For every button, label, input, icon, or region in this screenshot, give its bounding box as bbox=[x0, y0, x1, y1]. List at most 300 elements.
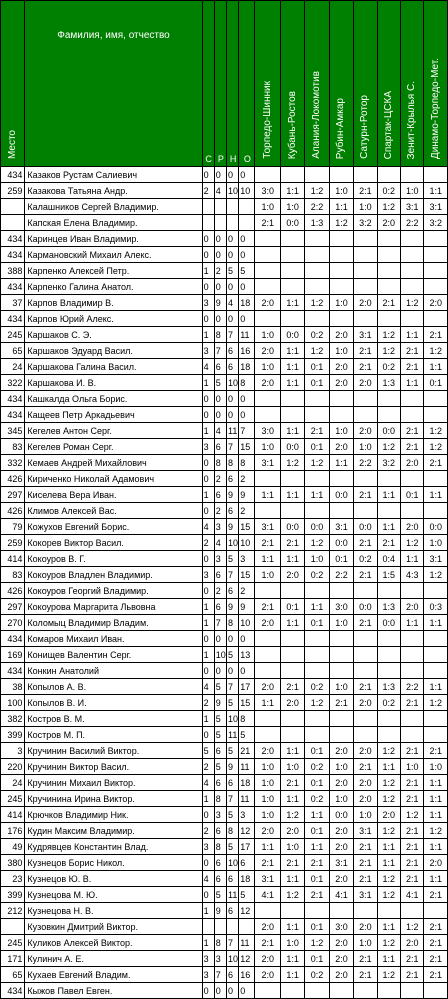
result-cell: 1:0 bbox=[354, 807, 377, 823]
header-stat: Р bbox=[214, 1, 226, 167]
stat-cell: 0 bbox=[239, 231, 255, 247]
table-row bbox=[1, 551, 448, 567]
result-cell: 4:3 bbox=[401, 567, 424, 583]
result-cell: 1:1 bbox=[377, 951, 400, 967]
result-cell bbox=[377, 167, 400, 183]
result-cell bbox=[329, 407, 353, 423]
stat-cell: 8 bbox=[226, 455, 238, 471]
result-cell bbox=[377, 231, 400, 247]
result-cell: 1:1 bbox=[280, 791, 304, 807]
result-cell: 2:1 bbox=[401, 743, 424, 759]
result-cell: 1:1 bbox=[401, 375, 424, 391]
stat-cell: 18 bbox=[239, 295, 255, 311]
result-cell: 2:1 bbox=[424, 455, 448, 471]
stat-cell: 4 bbox=[202, 519, 214, 535]
stat-cell: 5 bbox=[214, 759, 226, 775]
result-cell: 2:1 bbox=[354, 855, 377, 871]
result-cell bbox=[305, 167, 329, 183]
result-cell: 1:1 bbox=[401, 551, 424, 567]
name-cell: Каринцев Иван Владимир. bbox=[25, 231, 202, 247]
stat-cell: 1 bbox=[202, 375, 214, 391]
stat-cell: 6 bbox=[214, 743, 226, 759]
result-cell bbox=[255, 279, 280, 295]
result-cell: 2:1 bbox=[354, 679, 377, 695]
result-cell: 2:0 bbox=[329, 359, 353, 375]
result-cell: 2:1 bbox=[255, 535, 280, 551]
result-cell: 1:0 bbox=[354, 439, 377, 455]
header-match: Динамо-Торпедо-Мет. bbox=[424, 1, 448, 167]
result-cell bbox=[280, 663, 304, 679]
result-cell: 2:1 bbox=[354, 967, 377, 983]
header-stat: С bbox=[202, 1, 214, 167]
result-cell bbox=[255, 727, 280, 743]
result-cell: 2:0 bbox=[354, 919, 377, 935]
place-cell: 65 bbox=[1, 343, 25, 359]
result-cell: 1:1 bbox=[255, 695, 280, 711]
result-cell: 1:1 bbox=[424, 871, 448, 887]
stat-cell: 0 bbox=[239, 663, 255, 679]
result-cell bbox=[305, 503, 329, 519]
result-cell bbox=[329, 647, 353, 663]
result-cell bbox=[401, 167, 424, 183]
result-cell: 1:0 bbox=[255, 759, 280, 775]
table-row bbox=[1, 503, 448, 519]
stat-cell: 3 bbox=[202, 439, 214, 455]
stat-cell: 0 bbox=[239, 167, 255, 183]
table-row bbox=[1, 663, 448, 679]
table-row bbox=[1, 727, 448, 743]
name-cell: Кокоуров В. Г. bbox=[25, 551, 202, 567]
table-row bbox=[1, 343, 448, 359]
result-cell bbox=[280, 391, 304, 407]
result-cell bbox=[329, 231, 353, 247]
table-row bbox=[1, 167, 448, 183]
result-cell bbox=[280, 631, 304, 647]
table-row bbox=[1, 823, 448, 839]
result-cell: 0:2 bbox=[305, 791, 329, 807]
result-cell: 1:0 bbox=[329, 295, 353, 311]
result-cell bbox=[305, 663, 329, 679]
result-cell bbox=[424, 727, 448, 743]
place-cell: 434 bbox=[1, 407, 25, 423]
stat-cell: 5 bbox=[226, 807, 238, 823]
result-cell: 1:2 bbox=[280, 807, 304, 823]
result-cell bbox=[329, 503, 353, 519]
result-cell bbox=[401, 231, 424, 247]
stat-cell: 5 bbox=[214, 727, 226, 743]
result-cell: 1:0 bbox=[354, 199, 377, 215]
name-cell: Кокоуров Владлен Владимир. bbox=[25, 567, 202, 583]
result-cell bbox=[329, 311, 353, 327]
result-cell bbox=[255, 311, 280, 327]
result-cell: 1:0 bbox=[280, 759, 304, 775]
result-cell: 1:2 bbox=[329, 215, 353, 231]
stat-cell: 6 bbox=[226, 343, 238, 359]
result-cell: 1:1 bbox=[424, 487, 448, 503]
place-cell: 259 bbox=[1, 183, 25, 199]
stat-cell: 0 bbox=[226, 983, 238, 999]
table-row bbox=[1, 599, 448, 615]
result-cell: 1:1 bbox=[424, 807, 448, 823]
result-cell: 0:2 bbox=[377, 695, 400, 711]
name-cell: Кузнецова М. Ю. bbox=[25, 887, 202, 903]
stat-cell: 0 bbox=[239, 247, 255, 263]
stat-cell: 12 bbox=[239, 951, 255, 967]
result-cell: 0:2 bbox=[377, 359, 400, 375]
result-cell: 4:1 bbox=[401, 887, 424, 903]
place-cell: 169 bbox=[1, 647, 25, 663]
result-cell: 1:0 bbox=[255, 791, 280, 807]
result-cell: 1:0 bbox=[255, 199, 280, 215]
stat-cell: 10 bbox=[226, 711, 238, 727]
stat-cell: 0 bbox=[202, 727, 214, 743]
stat-cell: 2 bbox=[202, 695, 214, 711]
result-cell: 3:0 bbox=[329, 919, 353, 935]
result-cell: 1:1 bbox=[255, 839, 280, 855]
table-row bbox=[1, 647, 448, 663]
name-cell: Климов Алексей Вас. bbox=[25, 503, 202, 519]
result-cell: 0:0 bbox=[280, 327, 304, 343]
stat-cell: 0 bbox=[239, 279, 255, 295]
result-cell bbox=[354, 903, 377, 919]
result-cell bbox=[329, 631, 353, 647]
stat-cell: 4 bbox=[202, 775, 214, 791]
stat-cell: 1 bbox=[202, 935, 214, 951]
table-row bbox=[1, 983, 448, 999]
stat-cell: 6 bbox=[226, 903, 238, 919]
result-cell: 1:1 bbox=[377, 519, 400, 535]
result-cell bbox=[280, 983, 304, 999]
place-cell: 345 bbox=[1, 423, 25, 439]
result-cell: 1:2 bbox=[401, 807, 424, 823]
header-match: Алания-Локомотив bbox=[305, 1, 329, 167]
result-cell: 2:1 bbox=[401, 951, 424, 967]
result-cell: 1:2 bbox=[424, 343, 448, 359]
stat-cell: 8 bbox=[226, 823, 238, 839]
result-cell: 1:0 bbox=[329, 759, 353, 775]
result-cell bbox=[255, 631, 280, 647]
result-cell: 1:0 bbox=[329, 423, 353, 439]
result-cell: 1:1 bbox=[255, 551, 280, 567]
place-cell: 434 bbox=[1, 167, 25, 183]
place-cell: 245 bbox=[1, 935, 25, 951]
result-cell bbox=[305, 247, 329, 263]
stat-cell: 2 bbox=[239, 583, 255, 599]
name-cell: Каршаков Эдуард Васил. bbox=[25, 343, 202, 359]
result-cell: 0:1 bbox=[305, 615, 329, 631]
stat-cell: 8 bbox=[214, 935, 226, 951]
result-cell: 2:0 bbox=[255, 343, 280, 359]
table-row bbox=[1, 791, 448, 807]
stat-cell: 6 bbox=[214, 599, 226, 615]
result-cell bbox=[255, 247, 280, 263]
stat-cell: 0 bbox=[239, 311, 255, 327]
stat-cell: 0 bbox=[239, 631, 255, 647]
stat-cell: 18 bbox=[239, 359, 255, 375]
stat-cell: 0 bbox=[202, 887, 214, 903]
table-row bbox=[1, 487, 448, 503]
stat-cell: 11 bbox=[239, 935, 255, 951]
stat-cell: 5 bbox=[226, 647, 238, 663]
result-cell: 1:1 bbox=[424, 183, 448, 199]
result-cell: 2:0 bbox=[255, 951, 280, 967]
result-cell: 1:2 bbox=[305, 183, 329, 199]
result-cell bbox=[354, 407, 377, 423]
stat-cell: 6 bbox=[214, 855, 226, 871]
result-cell: 2:1 bbox=[255, 855, 280, 871]
stat-cell: 16 bbox=[239, 967, 255, 983]
result-cell: 2:0 bbox=[377, 807, 400, 823]
name-cell: Карпов Владимир В. bbox=[25, 295, 202, 311]
result-cell: 2:1 bbox=[329, 695, 353, 711]
result-cell bbox=[401, 391, 424, 407]
stat-cell: 11 bbox=[226, 887, 238, 903]
place-cell: 388 bbox=[1, 263, 25, 279]
result-cell bbox=[329, 391, 353, 407]
result-cell: 1:2 bbox=[305, 343, 329, 359]
result-cell bbox=[280, 167, 304, 183]
result-cell: 1:2 bbox=[424, 567, 448, 583]
name-cell: Кузовкин Дмитрий Виктор. bbox=[25, 919, 202, 935]
stat-cell bbox=[226, 215, 238, 231]
result-cell: 2:0 bbox=[424, 855, 448, 871]
result-cell bbox=[377, 727, 400, 743]
result-cell bbox=[280, 903, 304, 919]
result-cell: 1:1 bbox=[280, 967, 304, 983]
stat-cell: 3 bbox=[239, 551, 255, 567]
result-cell bbox=[377, 263, 400, 279]
table-row bbox=[1, 567, 448, 583]
place-cell: 322 bbox=[1, 375, 25, 391]
result-cell: 2:2 bbox=[305, 199, 329, 215]
result-cell: 0:1 bbox=[401, 487, 424, 503]
stat-cell bbox=[202, 199, 214, 215]
result-cell: 4:1 bbox=[329, 887, 353, 903]
name-cell: Каршаков С. Э. bbox=[25, 327, 202, 343]
table-row bbox=[1, 935, 448, 951]
stat-cell: 4 bbox=[214, 183, 226, 199]
result-cell: 1:2 bbox=[377, 887, 400, 903]
result-cell bbox=[255, 263, 280, 279]
stat-cell: 0 bbox=[202, 855, 214, 871]
result-cell: 1:0 bbox=[401, 183, 424, 199]
table-row bbox=[1, 327, 448, 343]
name-cell: Кузнецов Борис Никол. bbox=[25, 855, 202, 871]
result-cell: 1:2 bbox=[424, 823, 448, 839]
result-cell: 1:1 bbox=[280, 871, 304, 887]
stat-cell bbox=[239, 199, 255, 215]
stat-cell: 0 bbox=[202, 663, 214, 679]
stat-cell: 0 bbox=[202, 631, 214, 647]
stat-cell: 2 bbox=[214, 583, 226, 599]
stat-cell: 11 bbox=[226, 423, 238, 439]
table-row bbox=[1, 535, 448, 551]
name-cell: Конищев Валентин Серг. bbox=[25, 647, 202, 663]
stat-cell: 15 bbox=[239, 695, 255, 711]
result-cell: 2:0 bbox=[329, 967, 353, 983]
stat-cell: 4 bbox=[214, 423, 226, 439]
result-cell: 2:1 bbox=[401, 423, 424, 439]
stat-cell: 0 bbox=[226, 391, 238, 407]
result-cell: 2:0 bbox=[354, 695, 377, 711]
result-cell bbox=[401, 471, 424, 487]
result-cell: 1:0 bbox=[329, 791, 353, 807]
result-cell bbox=[354, 279, 377, 295]
table-row bbox=[1, 807, 448, 823]
stat-cell: 0 bbox=[202, 583, 214, 599]
result-cell bbox=[255, 471, 280, 487]
result-cell bbox=[424, 247, 448, 263]
table-row bbox=[1, 839, 448, 855]
result-cell bbox=[401, 647, 424, 663]
result-cell: 1:1 bbox=[329, 455, 353, 471]
result-cell bbox=[255, 407, 280, 423]
stat-cell: 10 bbox=[239, 183, 255, 199]
result-cell bbox=[329, 167, 353, 183]
result-cell bbox=[424, 391, 448, 407]
stat-cell: 5 bbox=[214, 887, 226, 903]
result-cell: 0:1 bbox=[305, 951, 329, 967]
table-body bbox=[1, 167, 448, 999]
result-cell bbox=[329, 247, 353, 263]
result-cell bbox=[401, 631, 424, 647]
result-cell: 3:1 bbox=[329, 855, 353, 871]
result-cell bbox=[401, 311, 424, 327]
stat-cell: 5 bbox=[239, 263, 255, 279]
result-cell: 1:1 bbox=[424, 839, 448, 855]
result-cell bbox=[329, 983, 353, 999]
result-cell: 2:0 bbox=[255, 823, 280, 839]
stat-cell: 2 bbox=[214, 263, 226, 279]
stat-cell: 7 bbox=[226, 679, 238, 695]
stat-cell: 1 bbox=[202, 263, 214, 279]
result-cell bbox=[329, 263, 353, 279]
result-cell bbox=[280, 583, 304, 599]
name-cell: Кудрявцев Константин Влад. bbox=[25, 839, 202, 855]
stat-cell: 4 bbox=[202, 679, 214, 695]
place-cell bbox=[1, 199, 25, 215]
result-cell: 2:0 bbox=[329, 871, 353, 887]
result-cell bbox=[424, 407, 448, 423]
stat-cell: 6 bbox=[226, 871, 238, 887]
result-cell bbox=[377, 631, 400, 647]
stat-cell: 3 bbox=[214, 807, 226, 823]
place-cell: 259 bbox=[1, 535, 25, 551]
result-cell bbox=[377, 583, 400, 599]
stat-cell: 6 bbox=[226, 967, 238, 983]
result-cell: 2:1 bbox=[401, 775, 424, 791]
result-cell bbox=[354, 663, 377, 679]
place-cell: 434 bbox=[1, 391, 25, 407]
result-cell bbox=[401, 727, 424, 743]
stat-cell: 8 bbox=[226, 615, 238, 631]
stat-cell: 0 bbox=[226, 279, 238, 295]
result-cell: 1:3 bbox=[377, 679, 400, 695]
header-row bbox=[1, 1, 448, 167]
result-cell: 3:1 bbox=[329, 519, 353, 535]
result-cell: 2:0 bbox=[329, 439, 353, 455]
result-cell bbox=[280, 247, 304, 263]
stat-cell: 12 bbox=[239, 823, 255, 839]
result-cell bbox=[280, 279, 304, 295]
result-cell: 2:1 bbox=[401, 823, 424, 839]
stat-cell: 21 bbox=[239, 743, 255, 759]
result-cell: 0:1 bbox=[305, 823, 329, 839]
result-cell bbox=[424, 903, 448, 919]
stat-cell: 2 bbox=[202, 759, 214, 775]
place-cell: 434 bbox=[1, 663, 25, 679]
result-cell: 3:2 bbox=[377, 455, 400, 471]
stat-cell: 10 bbox=[214, 647, 226, 663]
result-cell: 2:0 bbox=[255, 295, 280, 311]
result-cell: 2:0 bbox=[280, 823, 304, 839]
stat-cell: 5 bbox=[202, 743, 214, 759]
result-cell: 0:0 bbox=[305, 519, 329, 535]
result-cell: 0:0 bbox=[354, 519, 377, 535]
stat-cell: 10 bbox=[226, 951, 238, 967]
result-cell bbox=[401, 263, 424, 279]
place-cell bbox=[1, 919, 25, 935]
stat-cell: 10 bbox=[226, 183, 238, 199]
result-cell bbox=[255, 231, 280, 247]
result-cell: 1:3 bbox=[305, 215, 329, 231]
result-cell: 1:2 bbox=[377, 343, 400, 359]
place-cell: 23 bbox=[1, 871, 25, 887]
stat-cell: 9 bbox=[239, 487, 255, 503]
result-cell: 1:1 bbox=[377, 487, 400, 503]
stat-cell: 2 bbox=[202, 823, 214, 839]
result-cell bbox=[305, 279, 329, 295]
name-cell: Кемаев Андрей Михайлович bbox=[25, 455, 202, 471]
stat-cell: 6 bbox=[239, 855, 255, 871]
stat-cell: 7 bbox=[239, 423, 255, 439]
result-cell bbox=[280, 647, 304, 663]
name-cell: Каршакова И. В. bbox=[25, 375, 202, 391]
stat-cell: 5 bbox=[226, 743, 238, 759]
result-cell: 1:0 bbox=[255, 567, 280, 583]
result-cell bbox=[255, 503, 280, 519]
result-cell: 1:1 bbox=[255, 487, 280, 503]
result-cell: 2:0 bbox=[401, 599, 424, 615]
table-row bbox=[1, 855, 448, 871]
stat-cell: 0 bbox=[202, 983, 214, 999]
result-cell: 1:1 bbox=[401, 327, 424, 343]
stat-cell: 0 bbox=[226, 663, 238, 679]
result-cell: 1:2 bbox=[424, 423, 448, 439]
result-cell: 1:1 bbox=[329, 199, 353, 215]
stat-cell: 0 bbox=[226, 247, 238, 263]
stat-cell: 0 bbox=[202, 247, 214, 263]
result-cell bbox=[255, 583, 280, 599]
stat-cell: 5 bbox=[214, 375, 226, 391]
stat-cell: 4 bbox=[226, 295, 238, 311]
result-cell: 0:3 bbox=[424, 599, 448, 615]
result-cell bbox=[305, 311, 329, 327]
table-row bbox=[1, 967, 448, 983]
stat-cell: 1 bbox=[202, 615, 214, 631]
stat-cell: 6 bbox=[226, 775, 238, 791]
stat-cell: 9 bbox=[226, 487, 238, 503]
place-cell: 434 bbox=[1, 247, 25, 263]
result-cell: 3:0 bbox=[255, 183, 280, 199]
place-cell: 414 bbox=[1, 551, 25, 567]
result-cell: 1:0 bbox=[255, 807, 280, 823]
table-row bbox=[1, 359, 448, 375]
result-cell: 2:1 bbox=[354, 567, 377, 583]
name-cell: Коломыц Владимир Владим. bbox=[25, 615, 202, 631]
result-cell: 1:2 bbox=[305, 535, 329, 551]
stat-cell: 0 bbox=[214, 631, 226, 647]
